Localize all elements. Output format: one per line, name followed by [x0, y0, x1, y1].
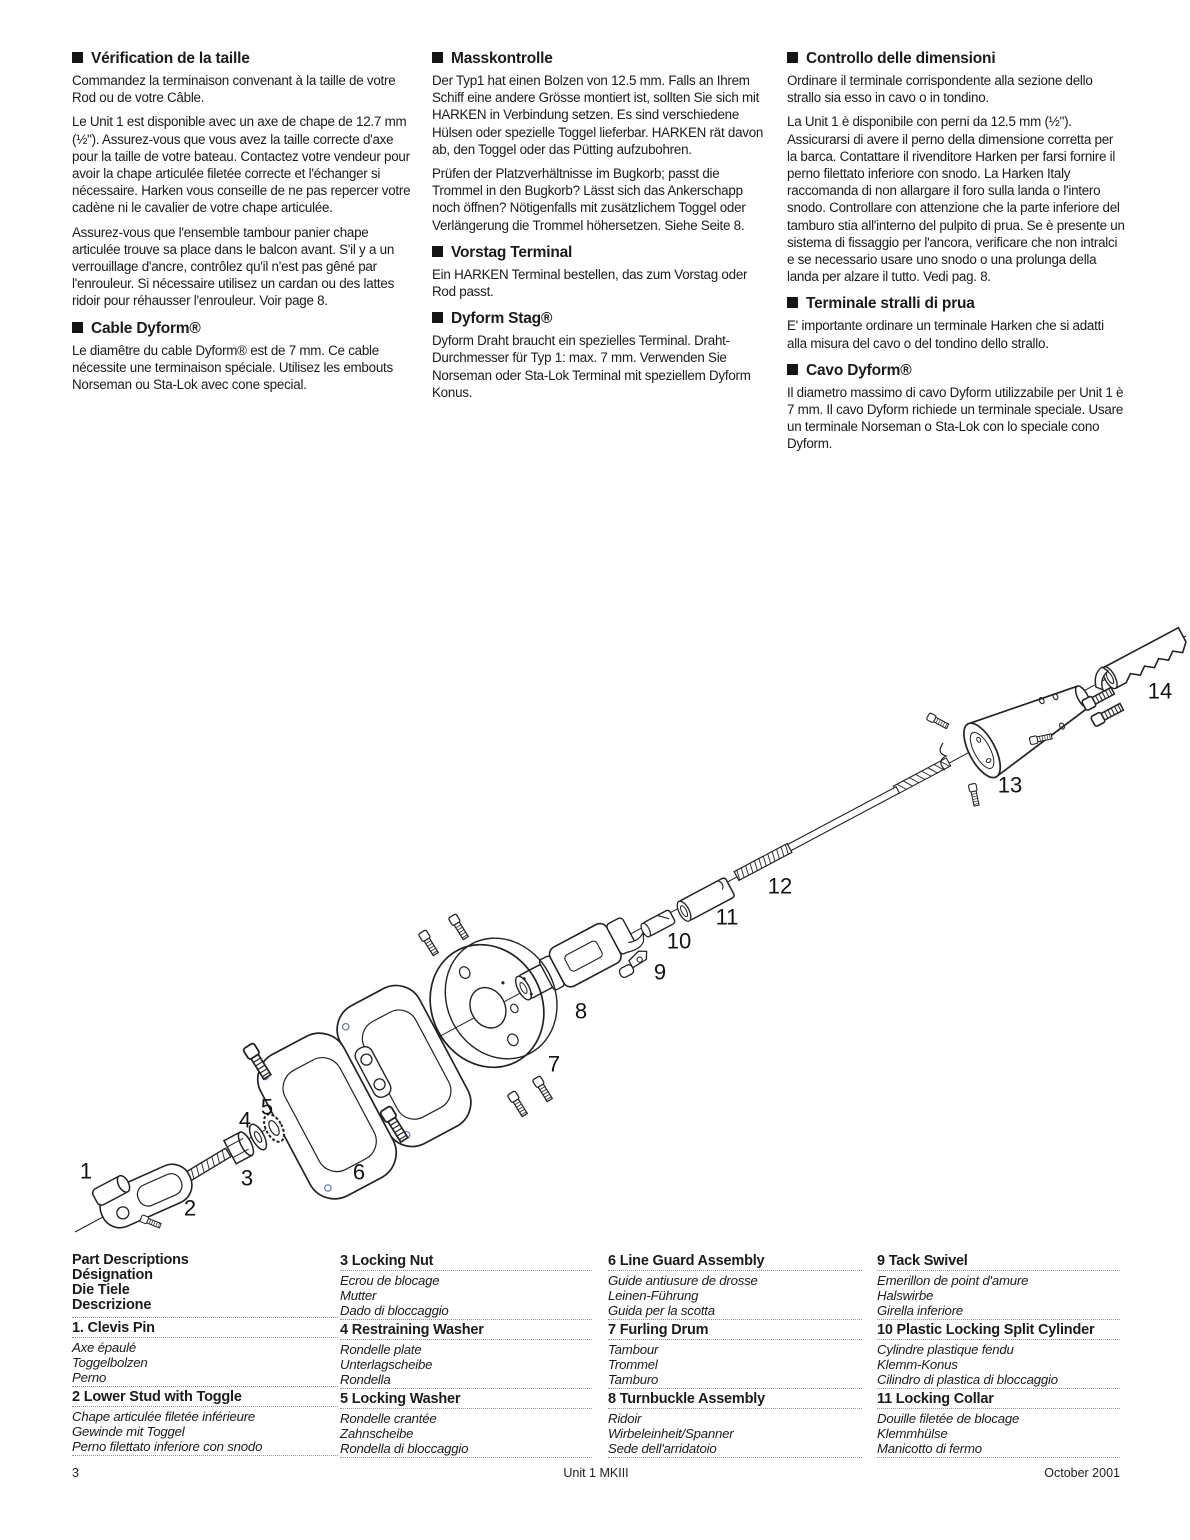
heading-text: Cable Dyform® [91, 319, 201, 337]
section-heading [787, 295, 1125, 313]
section-heading [432, 244, 772, 262]
square-bullet-icon [787, 297, 798, 308]
paragraph: La Unit 1 è disponibile con perni da 12.5 mm (½"). Assicurarsi di avere il perno della dimensione corretta per la barca. Contattare il rivenditore Harken per farsi fornire il perno filettato inferiore con snodo. La Harken Italy raccomanda di non allargare il foro sulla landa o l'intero snodo. Controllare con attenzione che la parte inferiore del tamburo stia all'interno del pulpito di prua. Se è presente un sistema di fissaggio per l'ancora, verificare che non intralci e se necessario usare uno snodo o una prolunga della landa per alzare il tutto. Vedi pag. 8. [787, 114, 1125, 285]
diagram-part-number: 5 [260, 1094, 274, 1120]
diagram-part-number: 9 [653, 959, 667, 985]
parts-table-column-2 [340, 1253, 592, 1460]
document-title: Unit 1 MKIII [563, 1466, 629, 1480]
part-translations: Ecrou de blocage Mutter Dado di bloccaggio [340, 1272, 592, 1320]
heading-text: Controllo delle dimensioni [806, 50, 996, 67]
square-bullet-icon [787, 52, 798, 63]
header-line: Die Tiele [72, 1282, 130, 1298]
column-french [72, 50, 412, 400]
part-translations: Douille filetée de blocage Klemmhülse Manicotto di fermo [877, 1410, 1120, 1458]
parts-table-column-1 [72, 1253, 338, 1458]
paragraph: Il diametro massimo di cavo Dyform utilizzabile per Unit 1 è 7 mm. Il cavo Dyform richiede un terminale speciale. Usare un terminale Norseman o Sta-Lok con lo speciale cono Dyform. [787, 384, 1124, 452]
part-name: 9 Tack Swivel [877, 1253, 1120, 1271]
part-name: 10 Plastic Locking Split Cylinder [877, 1322, 1120, 1340]
part-item [608, 1322, 862, 1389]
diagram-part-number: 10 [666, 928, 692, 954]
part-item [877, 1253, 1120, 1320]
diagram-part-number: 11 [715, 904, 739, 930]
diagram-part-number: 7 [547, 1051, 561, 1077]
part-translations: Rondelle crantée Zahnscheibe Rondella di bloccaggio [340, 1410, 592, 1458]
column-german [432, 50, 772, 408]
part-item [340, 1253, 592, 1320]
header-line: Descrizione [72, 1297, 152, 1313]
paragraph: Prüfen der Platzverhältnisse im Bugkorb; passt die Trommel in den Bugkorb? Lässt sich das Ankerschapp noch öffnen? Nötigenfalls mit zusätzlichem Toggel oder Verlängerung die Trommel höhersetzen. Siehe Seite 8. [432, 166, 746, 233]
part-item [608, 1391, 862, 1458]
cone-part [926, 668, 1124, 806]
heading-text: Vérification de la taille [91, 50, 250, 67]
part-item [608, 1253, 862, 1320]
diagram-part-number: 13 [997, 772, 1023, 798]
square-bullet-icon [432, 52, 443, 63]
foil-part [1100, 628, 1190, 691]
square-bullet-icon [72, 52, 83, 63]
heading-text: Terminale stralli di prua [806, 295, 975, 313]
part-translations: Rondelle plate Unterlagscheibe Rondella [340, 1341, 592, 1389]
section-heading [787, 50, 1125, 68]
diagram-part-number: 8 [574, 998, 588, 1024]
part-translations: Axe épaulé Toggelbolzen Perno [72, 1339, 338, 1387]
square-bullet-icon [432, 246, 443, 257]
parts-table-header [72, 1253, 338, 1318]
part-translations: Guide antiusure de drosse Leinen-Führung Guida per la scotta [608, 1272, 862, 1320]
paragraph: Dyform Draht braucht ein spezielles Terminal. Draht-Durchmesser für Typ 1: max. 7 mm. Verwenden Sie Norseman oder Sta-Lok Terminal mit speziellem Dyform Konus. [432, 333, 751, 400]
exploded-parts-diagram [0, 620, 1190, 1240]
part-item [877, 1391, 1120, 1458]
part-name: 8 Turnbuckle Assembly [608, 1391, 862, 1409]
paragraph: Le Unit 1 est disponible avec un axe de chape de 12.7 mm (½"). Assurez-vous que vous avez la taille correcte d'axe pour la taille de votre bateau. Contactez votre vendeur pour avoir la chape articulée filetée correcte et l'échanger si nécessaire. Harken vous conseille de ne pas repercer votre cadène ni le cavalier de votre chape articulée. [72, 114, 411, 216]
part-name: 11 Locking Collar [877, 1391, 1120, 1409]
part-item [340, 1391, 592, 1458]
section-heading [432, 50, 772, 68]
heading-text: Masskontrolle [451, 50, 553, 67]
parts-table-column-4 [877, 1253, 1120, 1460]
column-italian [787, 50, 1125, 460]
page-number: 3 [72, 1466, 79, 1480]
part-name: 6 Line Guard Assembly [608, 1253, 862, 1271]
diagram-part-number: 3 [240, 1165, 254, 1191]
part-translations: Tambour Trommel Tamburo [608, 1341, 862, 1389]
header-line: Désignation [72, 1267, 153, 1283]
heading-text: Vorstag Terminal [451, 243, 573, 261]
diagram-part-number: 1 [79, 1158, 93, 1184]
parts-table-column-3 [608, 1253, 862, 1460]
part-translations: Emerillon de point d'amure Halswirbe Girella inferiore [877, 1272, 1120, 1320]
paragraph: Commandez la terminaison convenant à la taille de votre Rod ou de votre Câble. [72, 73, 396, 106]
part-item [340, 1322, 592, 1389]
section-heading [787, 362, 1125, 380]
part-name: 2 Lower Stud with Toggle [72, 1389, 338, 1407]
part-translations: Ridoir Wirbeleinheit/Spanner Sede dell'arridatoio [608, 1410, 862, 1458]
square-bullet-icon [787, 364, 798, 375]
paragraph: Le diamêtre du cable Dyform® est de 7 mm. Ce cable nécessite une terminaison spéciale. Utilisez les embouts Norseman ou Sta-Lok avec cone special. [72, 342, 393, 393]
part-name: 7 Furling Drum [608, 1322, 862, 1340]
turnbuckle-part [508, 907, 650, 1010]
section-heading [72, 50, 412, 68]
paragraph: E' importante ordinare un terminale Harken che si adatti alla misura del cavo o del tondino dello strallo. [787, 318, 1104, 351]
stay-wire-part [734, 743, 950, 880]
paragraph: Ordinare il terminale corrispondente alla sezione dello strallo sia esso in cavo o in tondino. [787, 73, 1093, 106]
square-bullet-icon [432, 312, 443, 323]
part-item [72, 1320, 338, 1387]
section-heading [72, 320, 412, 338]
part-translations: Cylindre plastique fendu Klemm-Konus Cilindro di plastica di bloccaggio [877, 1341, 1120, 1389]
part-name: 4 Restraining Washer [340, 1322, 592, 1340]
heading-text: Dyform Stag® [451, 310, 553, 328]
part-translations: Chape articulée filetée inférieure Gewinde mit Toggel Perno filettato inferiore con snodo [72, 1408, 338, 1456]
diagram-part-number: 14 [1147, 678, 1173, 704]
part-item [72, 1389, 338, 1456]
part-name: 1. Clevis Pin [72, 1320, 338, 1338]
diagram-part-number: 6 [352, 1159, 366, 1185]
square-bullet-icon [72, 322, 83, 333]
diagram-part-number: 12 [767, 873, 793, 899]
part-item [877, 1322, 1120, 1389]
publication-date: October 2001 [1044, 1466, 1120, 1480]
paragraph: Assurez-vous que l'ensemble tambour panier chape articulée trouve sa place dans le balcon avant. S'il y a un verrouillage d'ancre, contrôlez qu'il n'est pas gêné par l'enrouleur. Si nécessaire utilisez un cardan ou des lattes ridoir pour réhausser l'enrouleur. Voir page 8. [72, 224, 395, 309]
part-name: 3 Locking Nut [340, 1253, 592, 1271]
part-name: 5 Locking Washer [340, 1391, 592, 1409]
section-heading [432, 310, 772, 328]
paragraph: Ein HARKEN Terminal bestellen, das zum Vorstag oder Rod passt. [432, 266, 748, 300]
diagram-part-number: 4 [238, 1107, 252, 1133]
header-line: Part Descriptions [72, 1252, 189, 1268]
heading-text: Cavo Dyform® [806, 361, 912, 379]
paragraph: Der Typ1 hat einen Bolzen von 12.5 mm. Falls an Ihrem Schiff eine andere Grösse montiert ist, sollten Sie sich mit HARKEN in Verbindung setzen. Es sind verschiedene Hülsen oder spezielle Toggel lieferbar. HARKEN rät davon ab, den Toggel oder das Pütting aufzubohren. [432, 73, 764, 157]
diagram-part-number: 2 [183, 1195, 197, 1221]
